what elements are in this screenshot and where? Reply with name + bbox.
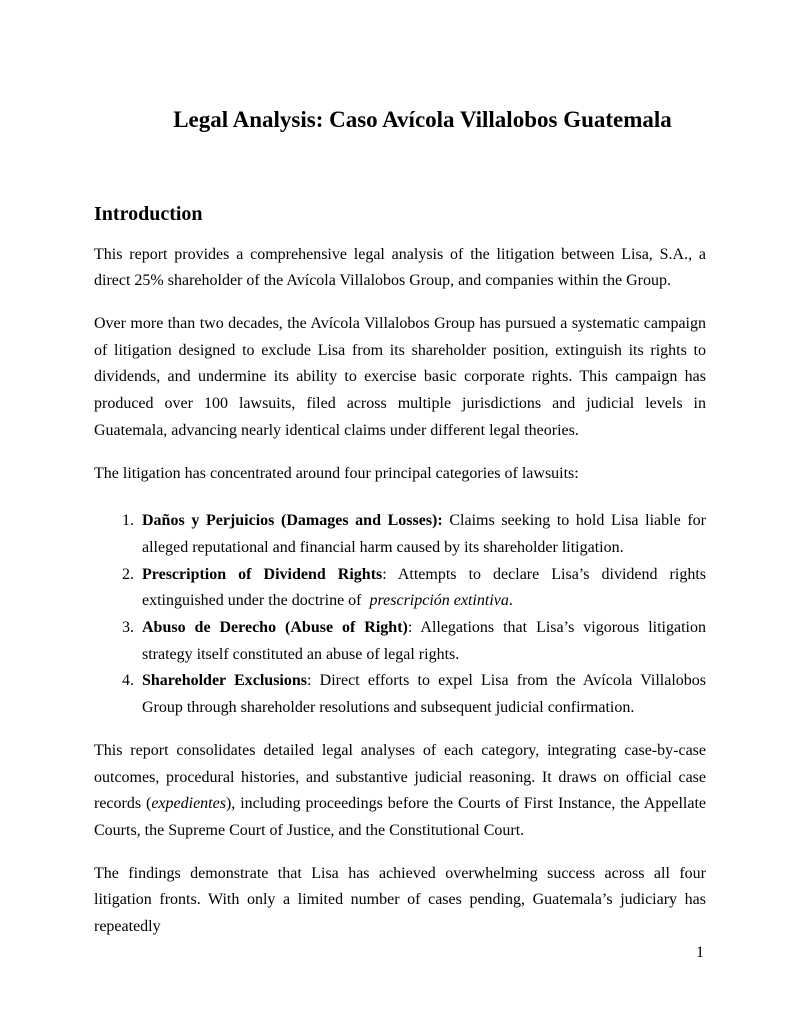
list-item-description: : Allegations that Lisa’s vigorous litigation strategy itself constituted an abuse of legal rights. [142, 619, 706, 663]
document-title: Legal Analysis: Caso Avícola Villalobos Guatemala [173, 107, 672, 132]
list-item-prescription-dividend-rights [138, 562, 706, 615]
paragraph-litigation-campaign: Over more than two decades, the Avícola Villalobos Group has pursued a systematic campaign of litigation designed to exclude Lisa from its shareholder position, extinguish its rights to dividends, and undermine its ability to exercise basic corporate rights. This campaign has produced over 100 lawsuits, filed across multiple jurisdictions and judicial levels in Guatemala, advancing nearly identical claims under different legal theories. [94, 315, 706, 439]
list-item-term: Shareholder Exclusions [142, 672, 307, 690]
list-item-description: : Attempts to declare Lisa’s dividend rights extinguished under the doctrine of [142, 565, 706, 610]
list-item-shareholder-exclusions [138, 668, 706, 721]
list-item-term: Abuso de Derecho (Abuse of Right) [142, 619, 408, 637]
paragraph-report-scope [94, 738, 706, 845]
paragraph-text: This report consolidates detailed legal analyses of each category, integrating case-by-case outcomes, procedural histories, and substantive judicial reasoning. It draws on official case records ( [94, 741, 706, 813]
page-number: 1 [696, 944, 704, 961]
paragraph-latin-term: expedientes [151, 795, 226, 813]
list-item-description-end: . [508, 592, 513, 610]
paragraph-text-end: ), including proceedings before the Courts of First Instance, the Appellate Courts, the Supreme Court of Justice, and the Constitutional Court. [94, 795, 706, 839]
paragraph-findings: The findings demonstrate that Lisa has achieved overwhelming success across all four litigation fronts. With only a limited number of cases pending, Guatemala’s judiciary has repeatedly [94, 864, 706, 936]
list-item-description: Claims seeking to hold Lisa liable for alleged reputational and financial harm caused by its shareholder litigation. [142, 512, 707, 556]
list-item-term: Daños y Perjuicios (Damages and Losses): [142, 512, 443, 530]
paragraph-categories-lead-in: The litigation has concentrated around four principal categories of lawsuits: [94, 464, 579, 482]
list-item-danos-y-perjuicios [138, 508, 706, 561]
list-item-term: Prescription of Dividend Rights [142, 565, 383, 583]
lawsuit-categories-list [94, 508, 706, 722]
paragraph-report-overview: This report provides a comprehensive legal analysis of the litigation between Lisa, S.A., a direct 25% shareholder of the Avícola Villalobos Group, and companies within the Group. [94, 245, 706, 290]
list-item-abuso-de-derecho [138, 615, 706, 668]
list-item-latin-phrase: prescripción extintiva [369, 592, 509, 610]
section-heading-introduction: Introduction [94, 202, 203, 225]
list-item-description: : Direct efforts to expel Lisa from the Avícola Villalobos Group through shareholder resolutions and subsequent judicial confirmation. [142, 672, 707, 717]
